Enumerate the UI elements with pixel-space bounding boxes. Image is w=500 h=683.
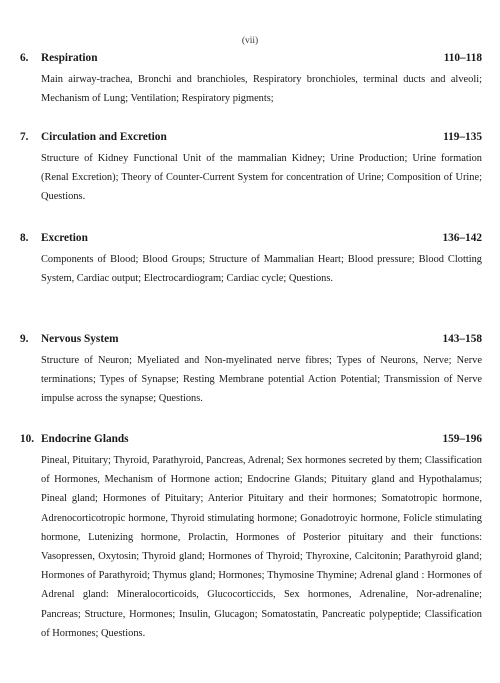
chapter-number: 6. <box>20 52 29 64</box>
chapter-10 <box>20 433 482 643</box>
chapter-heading <box>20 52 482 64</box>
page-number: (vii) <box>241 36 259 46</box>
chapter-title: Endocrine Glands <box>41 433 129 445</box>
chapter-description: Structure of Kidney Functional Unit of the mammalian Kidney; Urine Production; Urine formation (Renal Excretion); Theory of Counter-Current System for concentration of Urine; Composition of Urine; Questions. <box>41 153 482 203</box>
chapter-title: Excretion <box>41 232 88 244</box>
chapter-7 <box>20 131 482 207</box>
chapter-description: Components of Blood; Blood Groups; Structure of Mammalian Heart; Blood pressure; Blood Clotting System, Cardiac output; Electrocardiogram; Cardiac cycle; Questions. <box>41 254 482 285</box>
chapter-heading <box>20 232 482 244</box>
chapter-title: Nervous System <box>41 333 119 345</box>
chapter-description: Main airway-trachea, Bronchi and branchioles, Respiratory bronchioles, terminal ducts and alveoli; Mechanism of Lung; Ventilation; Respiratory pigments; <box>41 74 482 105</box>
chapter-heading <box>20 433 482 445</box>
chapter-title: Respiration <box>41 52 98 64</box>
chapter-pages: 119–135 <box>443 131 482 143</box>
chapter-9 <box>20 333 482 409</box>
chapter-8 <box>20 232 482 288</box>
chapter-number: 9. <box>20 333 29 345</box>
chapter-pages: 110–118 <box>443 52 482 64</box>
chapter-title: Circulation and Excretion <box>41 131 167 143</box>
chapter-number: 8. <box>20 232 29 244</box>
chapter-description: Structure of Neuron; Myeliated and Non-myelinated nerve fibres; Types of Neurons, Nerve; Nerve terminations; Types of Synapse; Resting Membrane potential Action Potential; Transmission of Nerve impulse across the synapse; Questions. <box>41 355 482 405</box>
chapter-pages: 143–158 <box>442 333 482 345</box>
chapter-number: 10. <box>20 433 35 445</box>
chapter-number: 7. <box>20 131 29 143</box>
chapter-heading <box>20 333 482 345</box>
chapter-pages: 136–142 <box>442 232 482 244</box>
chapter-6 <box>20 52 482 108</box>
chapter-heading <box>20 131 482 143</box>
chapter-description: Pineal, Pituitary; Thyroid, Parathyroid, Pancreas, Adrenal; Sex hormones secreted by them; Classification of Hormones, Mechanism of Hormone action; Endocrine Glands; Pituitary gland and Hypothalamus; Pineal gland; Hormones of Pituitary; Anterior Pituitary and their hormones; Somatotropic hormone, Adrenocorticotropic hormone, Thyroid stimulating hormone; Gonadotroyic hormone, Folicle stimulating hormone, Lutenizing hormone, Prolactin, Hormones of Posterior pituitary and their functions: Vasopressen, Oxytosin; Thyroid gland; Hormones of Thyroid; Thyroxine, Calcitonin; Parathyroid gland; Hormones of Parathyroid; Thymus gland; Hormones; Thymosine Thymine; Adrenal gland : Hormones of Adrenal gland: Mineralocorticoids, Glucocorticcids, Sex hormones, Adrenaline, Nor-adrenaline; Pancreas; Structure, Hormones; Insulin, Glucagon; Somatostatin, Pancreatic polypeptide; Classification of Hormones; Questions. <box>41 455 482 639</box>
chapter-pages: 159–196 <box>442 433 482 445</box>
